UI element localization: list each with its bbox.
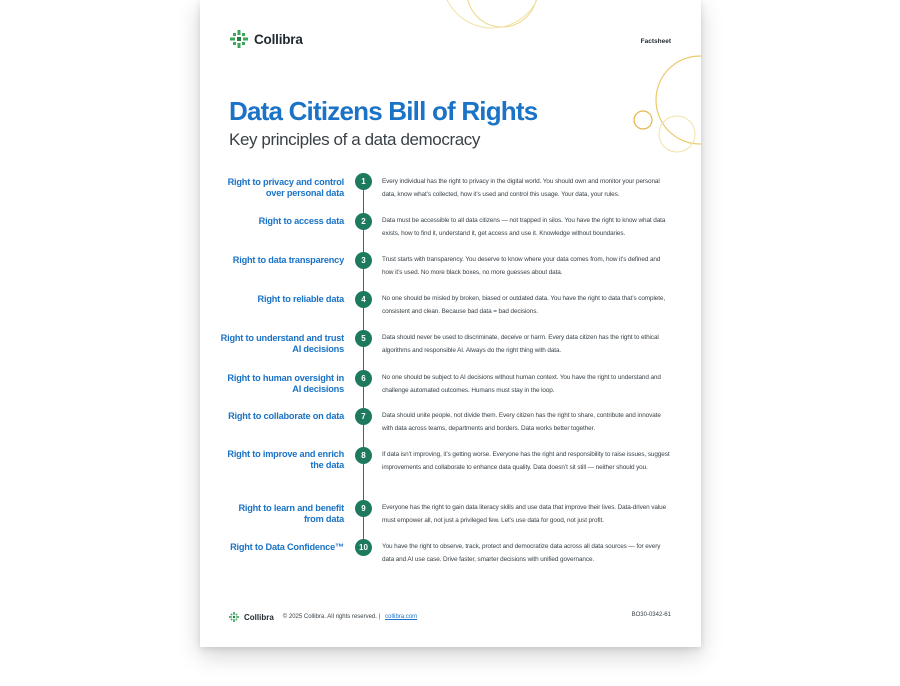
footer-website-link[interactable]: collibra.com (385, 614, 418, 620)
right-description: No one should be misled by broken, biased or outdated data. You have the right to data that’s complete, consistent and clean. Because bad data = bad decisions. (382, 295, 666, 315)
right-number-badge: 1 (355, 173, 372, 190)
footer-copyright: © 2025 Collibra. All rights reserved. | (282, 614, 381, 620)
collibra-grid-icon (229, 612, 239, 622)
right-number-badge: 9 (355, 500, 372, 517)
right-title: Right to Data Confidence™ (230, 542, 344, 552)
right-description: No one should be subject to AI decisions without human context. You have the right to understand and challenge automated outcomes. Humans must stay in the loop. (382, 374, 661, 394)
right-description: You have the right to observe, track, protect and democratize data across all data sources — for every data and AI use case. Drive faster, smarter decisions with unified governance. (382, 543, 661, 563)
right-description: If data isn’t improving, it’s getting worse. Everyone has the right and responsibility to raise issues, suggest improvements and collaborate to enhance data quality. Data doesn’t sit still — neither should you. (382, 451, 670, 471)
right-description: Everyone has the right to gain data literacy skills and use data that improve their lives. Data-driven value must empower all, not just a privileged few. Let’s use data for good, not just profit. (382, 504, 667, 524)
right-number-badge: 4 (355, 291, 372, 308)
document-code: BO30-0342-61 (631, 612, 671, 618)
right-title: Right to improve and enrich the data (227, 449, 344, 470)
right-title: Right to human oversight in AI decisions (227, 373, 344, 394)
footer-logo-wordmark: Collibra (244, 612, 274, 622)
right-number-badge: 10 (355, 539, 372, 556)
right-title: Right to privacy and control over personal data (227, 177, 344, 198)
right-title: Right to reliable data (257, 294, 344, 304)
page-subtitle: Key principles of a data democracy (229, 130, 480, 149)
right-number-badge: 8 (355, 447, 372, 464)
right-description: Data should unite people, not divide them. Every citizen has the right to share, contribute and innovate with data across teams, departments and borders. Data works better together. (382, 412, 661, 432)
right-number-badge: 7 (355, 408, 372, 425)
page-footer (229, 612, 417, 622)
logo-wordmark: Collibra (254, 31, 303, 47)
doc-type-label: Factsheet (640, 38, 671, 45)
collibra-grid-icon (230, 30, 248, 48)
right-number-badge: 3 (355, 252, 372, 269)
right-number-badge: 5 (355, 330, 372, 347)
factsheet-page (200, 0, 701, 647)
right-title: Right to understand and trust AI decisions (220, 333, 344, 354)
right-title: Right to collaborate on data (228, 411, 344, 421)
right-description: Data must be accessible to all data citizens — not trapped in silos. You have the right to know what data exists, how to find it, understand it, get access and use it. Knowledge without boundaries. (382, 217, 666, 237)
right-title: Right to access data (258, 216, 344, 226)
right-description: Data should never be used to discriminate, deceive or harm. Every data citizen has the right to ethical algorithms and responsible AI. Always do the right thing with data. (382, 334, 659, 354)
right-title: Right to learn and benefit from data (238, 503, 344, 524)
timeline-line (363, 181, 364, 548)
right-title: Right to data transparency (232, 255, 344, 265)
right-description: Trust starts with transparency. You deserve to know where your data comes from, how it’s defined and how it’s used. No more black boxes, no more guesses about data. (382, 256, 661, 276)
collibra-logo (230, 30, 303, 48)
right-number-badge: 6 (355, 370, 372, 387)
right-number-badge: 2 (355, 213, 372, 230)
page-title: Data Citizens Bill of Rights (229, 96, 538, 126)
right-description: Every individual has the right to privacy in the digital world. You should own and monitor your personal data, know what’s collected, how it’s used and control this usage. Your data, your rules. (382, 178, 660, 198)
